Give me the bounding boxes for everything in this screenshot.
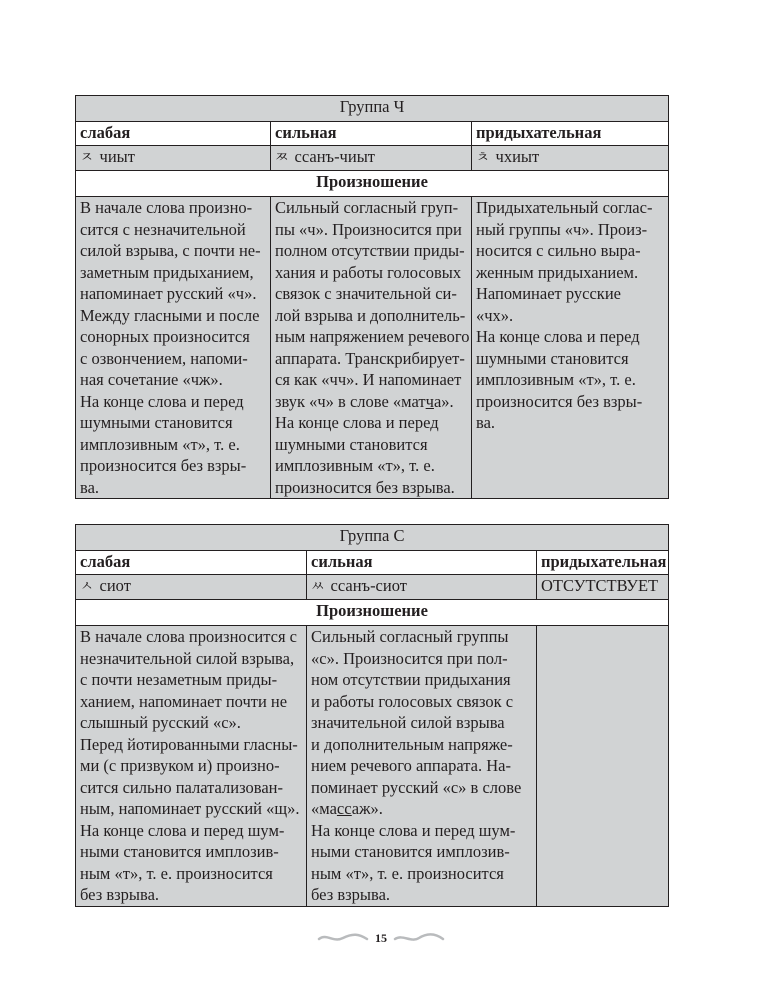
desc-lines bbox=[311, 820, 532, 906]
desc-line: аппарата. Транскрибирует- bbox=[275, 348, 465, 368]
group-s-names-row bbox=[76, 575, 669, 600]
desc-line: имплозивным «т», т. е. bbox=[80, 434, 240, 454]
desc-line: шумными становится bbox=[476, 348, 629, 368]
header-strong: сильная bbox=[307, 551, 537, 575]
group-s-desc-row bbox=[76, 626, 669, 907]
desc-example-line bbox=[275, 391, 467, 413]
name-weak bbox=[76, 575, 307, 600]
desc-line: полном отсутствии приды- bbox=[275, 241, 465, 260]
header-strong: сильная bbox=[271, 122, 472, 146]
name-aspirated-absent: ОТСУТСТВУЕТ bbox=[537, 575, 669, 600]
desc-line: ный группы «ч». Произ- bbox=[476, 219, 648, 239]
desc-line: сится сильно палатализован- bbox=[80, 777, 283, 797]
desc-line: произносится без взры- bbox=[80, 456, 247, 475]
pronunciation-heading: Произношение bbox=[76, 171, 669, 197]
left-wave-ornament bbox=[317, 931, 369, 945]
desc-line: ным «т», т. е. произносится bbox=[311, 863, 504, 883]
hangul-glyph: ㅉ bbox=[275, 150, 289, 166]
name-text: чхиыт bbox=[495, 147, 540, 166]
desc-line: произносится без взрыва. bbox=[275, 477, 455, 497]
desc-line: ва. bbox=[476, 413, 496, 432]
group-s-pron-row bbox=[76, 600, 669, 626]
group-ch-table bbox=[75, 95, 669, 499]
desc-line: На конце слова и перед шум- bbox=[311, 820, 516, 840]
right-wave-ornament bbox=[393, 931, 445, 945]
desc-line: Придыхательный соглас- bbox=[476, 198, 653, 217]
desc-example-line bbox=[311, 798, 532, 820]
desc-line: В начале слова произно- bbox=[80, 198, 253, 217]
desc-line: Сильный согласный груп- bbox=[275, 198, 459, 217]
name-weak bbox=[76, 146, 271, 171]
group-s-header-row bbox=[76, 551, 669, 575]
name-strong bbox=[307, 575, 537, 600]
page-footer bbox=[0, 926, 762, 950]
desc-line: сонорных произносится bbox=[80, 327, 250, 346]
desc-line: связок с значительной си- bbox=[275, 284, 457, 303]
header-weak: слабая bbox=[76, 122, 271, 146]
desc-line: и дополнительным напряже- bbox=[311, 734, 513, 754]
desc-line: поминает русский «с» в слове bbox=[311, 777, 522, 797]
desc-line: ным напряжением речевого bbox=[275, 327, 470, 346]
desc-line: ся как «чч». И напоминает bbox=[275, 370, 462, 389]
desc-line: ми (с призвуком и) произно- bbox=[80, 756, 280, 775]
desc-line: ными становится имплозив- bbox=[80, 842, 279, 861]
desc-line: На конце слова и перед bbox=[476, 327, 640, 346]
page-number: 15 bbox=[375, 930, 387, 945]
desc-line: значительной силой взрыва bbox=[311, 713, 505, 732]
name-text: ссанъ-сиот bbox=[330, 576, 407, 595]
desc-line: ная сочетание «чж». bbox=[80, 370, 223, 389]
header-weak: слабая bbox=[76, 551, 307, 575]
desc-line: с озвончением, напоми- bbox=[80, 348, 248, 368]
desc-line: На конце слова и перед bbox=[80, 391, 244, 411]
group-ch-title-row bbox=[76, 96, 669, 122]
desc-line: заметным придыханием, bbox=[80, 262, 254, 282]
desc-line: ном отсутствии придыхания bbox=[311, 670, 511, 689]
example-post: аж». bbox=[351, 799, 383, 818]
desc-line: На конце слова и перед bbox=[275, 413, 439, 432]
desc-line: ными становится имплозив- bbox=[311, 842, 510, 861]
example-pre: «ма bbox=[311, 799, 337, 818]
example-pre: звук «ч» в слове «мат bbox=[275, 391, 426, 411]
desc-line: и работы голосовых связок с bbox=[311, 691, 514, 711]
desc-line: Напоминает русские bbox=[476, 284, 621, 303]
header-aspirated: придыхательная bbox=[472, 122, 669, 146]
group-s-title: Группа С bbox=[76, 525, 669, 551]
desc-line: без взрыва. bbox=[80, 885, 160, 904]
name-strong bbox=[271, 146, 472, 171]
hangul-glyph: ㅅ bbox=[80, 579, 94, 595]
desc-line: с почти незаметным приды- bbox=[80, 670, 278, 689]
desc-line: пы «ч». Произносится при bbox=[275, 219, 462, 239]
hangul-glyph: ㅈ bbox=[80, 150, 94, 166]
desc-lines bbox=[80, 626, 302, 906]
name-aspirated bbox=[472, 146, 669, 171]
desc-line: «с». Произносится при пол- bbox=[311, 648, 508, 668]
name-text: ссанъ-чиыт bbox=[294, 147, 375, 166]
desc-line: без взрыва. bbox=[311, 885, 391, 904]
desc-lines bbox=[275, 197, 470, 391]
desc-line: ным «т», т. е. произносится bbox=[80, 863, 273, 883]
desc-aspirated bbox=[472, 197, 669, 499]
hangul-glyph: ㅆ bbox=[311, 579, 325, 595]
desc-lines bbox=[275, 412, 467, 498]
desc-strong bbox=[307, 626, 537, 907]
desc-line: ным, напоминает русский «щ». bbox=[80, 799, 300, 818]
desc-line: нием речевого аппарата. На- bbox=[311, 756, 511, 775]
desc-line: шумными становится bbox=[275, 434, 428, 454]
desc-weak bbox=[76, 197, 271, 499]
desc-line: ханием, напоминает почти не bbox=[80, 691, 288, 711]
group-s-title-row bbox=[76, 525, 669, 551]
group-ch-pron-row bbox=[76, 171, 669, 197]
example-post: а». bbox=[433, 391, 454, 411]
desc-strong bbox=[271, 197, 472, 499]
name-text: чиыт bbox=[99, 147, 135, 166]
desc-line: Сильный согласный группы bbox=[311, 627, 509, 646]
group-ch-header-row bbox=[76, 122, 669, 146]
group-ch-names-row bbox=[76, 146, 669, 171]
desc-line: На конце слова и перед шум- bbox=[80, 820, 285, 840]
desc-line: слышный русский «с». bbox=[80, 713, 241, 732]
example-underlined: ч bbox=[425, 391, 434, 411]
pronunciation-heading: Произношение bbox=[76, 600, 669, 626]
desc-line: силой взрыва, с почти не- bbox=[80, 241, 261, 260]
desc-lines bbox=[311, 626, 532, 798]
desc-line: шумными становится bbox=[80, 413, 233, 432]
group-s-table bbox=[75, 524, 669, 907]
desc-line: женным придыханием. bbox=[476, 262, 639, 282]
desc-line: произносится без взры- bbox=[476, 391, 643, 411]
desc-aspirated-empty bbox=[537, 626, 669, 907]
desc-line: «чх». bbox=[476, 305, 514, 325]
name-text: сиот bbox=[99, 576, 131, 595]
header-aspirated: придыхательная bbox=[537, 551, 669, 575]
desc-line: незначительной силой взрыва, bbox=[80, 648, 295, 668]
desc-line: Между гласными и после bbox=[80, 305, 260, 325]
group-ch-desc-row bbox=[76, 197, 669, 499]
desc-line: лой взрыва и дополнитель- bbox=[275, 305, 466, 325]
example-underlined: сс bbox=[336, 799, 352, 818]
group-ch-title: Группа Ч bbox=[76, 96, 669, 122]
desc-line: имплозивным «т», т. е. bbox=[476, 370, 636, 389]
desc-line: носится с сильно выра- bbox=[476, 241, 641, 260]
desc-line: В начале слова произносится с bbox=[80, 627, 297, 646]
desc-lines bbox=[476, 197, 664, 434]
desc-line: напоминает русский «ч». bbox=[80, 284, 257, 303]
desc-line: имплозивным «т», т. е. bbox=[275, 456, 435, 475]
desc-line: хания и работы голосовых bbox=[275, 262, 462, 282]
desc-line: Перед йотированными гласны- bbox=[80, 734, 298, 754]
desc-weak bbox=[76, 626, 307, 907]
hangul-glyph: ㅊ bbox=[476, 150, 490, 166]
desc-line: сится с незначительной bbox=[80, 219, 246, 239]
desc-line: ва. bbox=[80, 477, 100, 497]
desc-lines bbox=[80, 197, 266, 498]
